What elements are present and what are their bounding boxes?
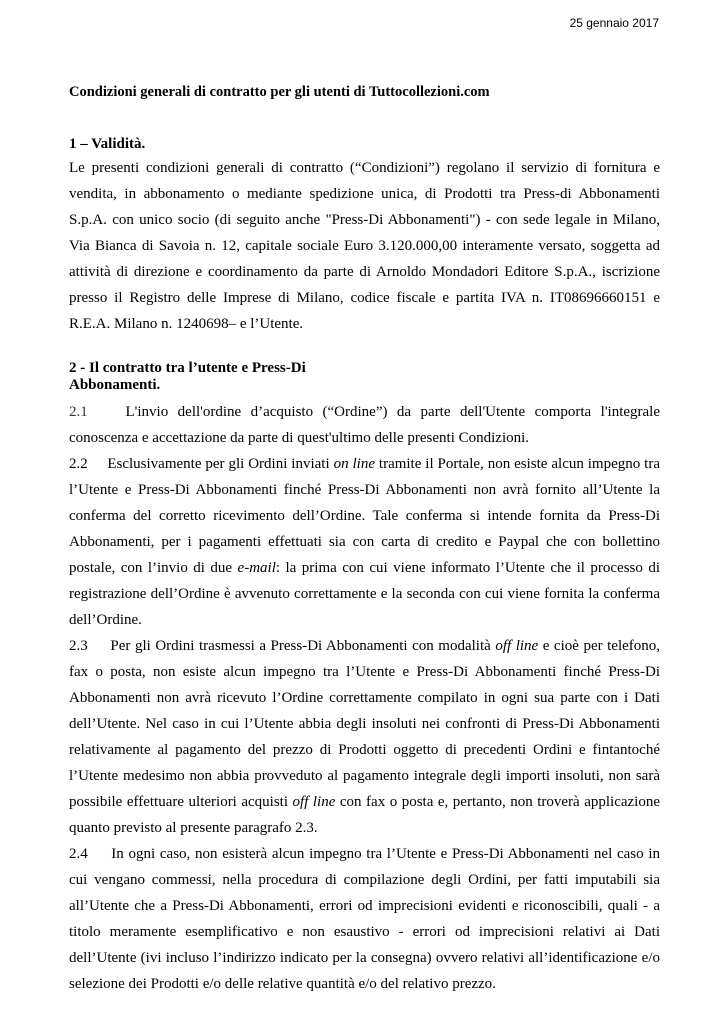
clause-2-4: [69, 841, 660, 997]
clause-emphasis: on line: [333, 456, 375, 472]
clause-text: Per gli Ordini trasmessi a Press-Di Abbonamenti con modalità: [110, 638, 496, 654]
clause-text: In ogni caso, non esisterà alcun impegno tra l’Utente e Press-Di Abbonamenti nel caso in cui vengano commessi, nella procedura di compilazione degli Ordini, per fatti imputabili sia all’Utente che a Press-Di Abbonamenti, errori od imprecisioni evidenti e riconoscibili, quali - a titolo meramente esemplificativo e non esaustivo - errori od imprecisioni relativi ai Dati dell’Utente (ivi incluso l’indirizzo indicato per la consegna) ovvero relativi all’identificazione e/o selezione dei Prodotti e/o delle relative quantità e/o del relativo prezzo.: [69, 846, 660, 992]
clause-emphasis: off line: [292, 794, 336, 810]
clause-text: e cioè per telefono, fax o posta, non esiste alcun impegno tra l’Utente e Press-Di Abbonamenti finché Press-Di Abbonamenti non avrà ricevuto l’Ordine correttamente compilato in ogni sua parte con i Dati dell’Utente. Nel caso in cui l’Utente abbia degli insoluti nei confronti di Press-Di Abbonamenti relativamente al pagamento del prezzo di Prodotti oggetto di precedenti Ordini e fintantoché l’Utente medesimo non abbia provveduto al pagamento integrale degli importi insoluti, non sarà possibile effettuare ulteriori acquisti: [69, 638, 661, 810]
section-1-heading: 1 – Validità.: [69, 136, 146, 152]
clause-text: : la prima con cui viene informato l’Utente che il processo di registrazione dell’Ordine è avvenuto correttamente e la seconda con cui viene fornita la conferma dell’Ordine.: [69, 560, 661, 628]
clause-emphasis: e-mail: [237, 560, 276, 576]
section-2-body: [69, 399, 660, 997]
section-1-text: Le presenti condizioni generali di contratto (“Condizioni”) regolano il servizio di fornitura e vendita, in abbonamento o mediante spedizione unica, di Prodotti tra Press-di Abbonamenti S.p.A. con unico socio (di seguito anche "Press-Di Abbonamenti") - con sede legale in Milano, Via Bianca di Savoia n. 12, capitale sociale Euro 3.120.000,00 interamente versato, soggetta ad attività di direzione e coordinamento da parte di Arnoldo Mondadori Editore S.p.A., iscrizione presso il Registro delle Imprese di Milano, codice fiscale e partita IVA n. IT08696660151 e R.E.A. Milano n. 1240698– e l’Utente.: [69, 160, 660, 332]
clause-2-3: [69, 633, 660, 841]
clause-text: con fax o posta e, pertanto, non troverà applicazione quanto previsto al presente paragrafo 2.3.: [69, 794, 660, 836]
document-date: 25 gennaio 2017: [569, 16, 659, 30]
clause-number: 2.4: [69, 846, 88, 862]
clause-number: 2.1: [69, 404, 88, 420]
clause-text: L'invio dell'ordine d’acquisto (“Ordine”) da parte dell'Utente comporta l'integrale conoscenza e accettazione da parte di quest'ultimo delle presenti Condizioni.: [69, 404, 660, 446]
document-title: Condizioni generali di contratto per gli utenti di Tuttocollezioni.com: [69, 84, 490, 100]
clause-text: Esclusivamente per gli Ordini inviati: [107, 456, 334, 472]
clause-number: 2.2: [69, 456, 88, 472]
clause-number: 2.3: [69, 638, 88, 654]
clause-2-2: [69, 451, 660, 633]
clause-emphasis: off line: [495, 638, 539, 654]
clause-2-1: [69, 399, 660, 451]
clause-text: tramite il Portale, non esiste alcun impegno tra l’Utente e Press-Di Abbonamenti finché Press-Di Abbonamenti non avrà fornito all’Utente la conferma del corretto ricevimento dell’Ordine. Tale conferma si intende fornita da Press-Di Abbonamenti, per i pagamenti effettuati sia con carta di credito e Paypal che con bollettino postale, con l’invio di due: [69, 456, 661, 576]
section-2-heading: 2 - Il contratto tra l’utente e Press-Di Abbonamenti.: [69, 360, 306, 393]
